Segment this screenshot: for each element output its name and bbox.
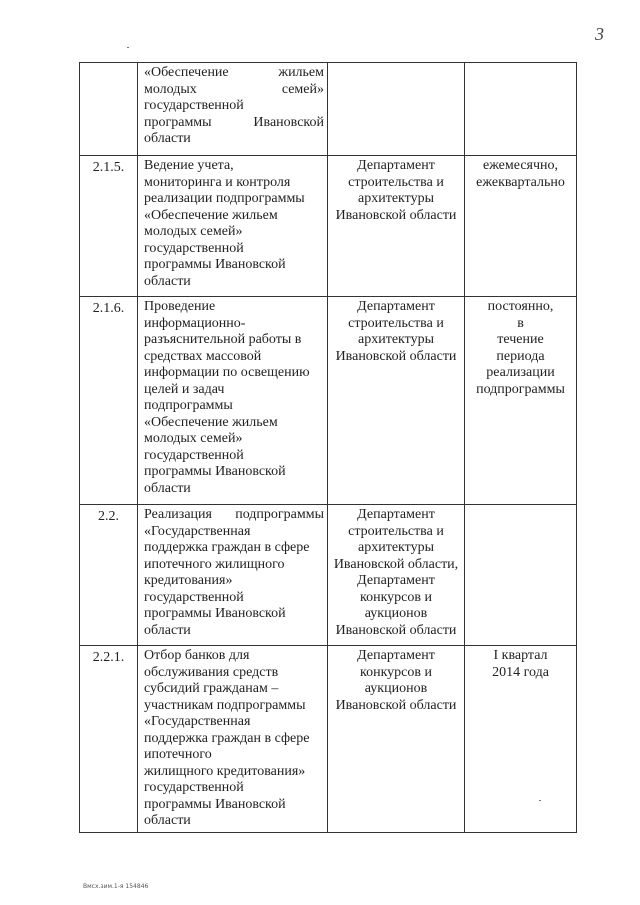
table-row: [80, 297, 577, 505]
cell-line: «Государственная: [144, 714, 251, 729]
cell-line: программы Ивановской: [144, 796, 286, 812]
cell-word: Реализация: [144, 507, 212, 522]
executor-cell: [328, 646, 465, 833]
cell-word: программы: [144, 114, 212, 130]
cell-line: [144, 507, 324, 524]
scan-speck: [127, 47, 129, 48]
table-row: [80, 505, 577, 646]
cell-line: средствах массовой: [144, 348, 262, 364]
cell-line: области: [144, 131, 191, 146]
cell-line: ипотечного жилищного: [144, 556, 285, 572]
cell-line: строительства и: [348, 315, 444, 331]
cell-line: «Обеспечение жильем: [144, 207, 278, 223]
cell-line: Департамент: [357, 573, 435, 588]
scan-speck: [539, 800, 541, 801]
cell-line: «Государственная: [144, 523, 251, 539]
cell-line: мониторинга и контроля: [144, 174, 291, 190]
cell-line: Ивановской области: [335, 207, 457, 223]
term-cell: [465, 505, 577, 646]
table-row: [80, 646, 577, 833]
cell-line: поддержка граждан в сфере: [144, 730, 310, 746]
cell-line: области: [144, 273, 191, 289]
cell-word: «Обеспечение: [144, 65, 229, 80]
cell-word: подпрограммы: [235, 507, 324, 522]
cell-line: Ивановской области,: [333, 556, 459, 572]
cell-line: в: [517, 315, 524, 331]
row-number-cell: 2.1.5.: [80, 156, 138, 297]
row-number-cell: 2.2.1.: [80, 646, 138, 833]
cell-line: подпрограммы: [476, 381, 565, 397]
cell-line: государственной: [144, 240, 244, 256]
cell-line: архитектуры: [358, 332, 434, 347]
cell-line: государственной: [144, 780, 244, 795]
cell-line: течение: [497, 332, 544, 347]
cell-line: Ивановской области: [335, 697, 457, 713]
description-cell: [138, 646, 328, 833]
cell-line: [144, 82, 324, 99]
description-cell: [138, 505, 328, 646]
term-cell: [465, 156, 577, 297]
cell-line: аукционов: [364, 681, 428, 696]
cell-line: Департамент: [357, 648, 435, 663]
cell-line: программы Ивановской: [144, 464, 286, 479]
cell-line: программы Ивановской: [144, 257, 286, 272]
cell-line: конкурсов и: [359, 589, 432, 605]
cell-line: участникам подпрограммы: [144, 697, 306, 713]
table-row: [80, 63, 577, 156]
cell-line: строительства и: [348, 523, 444, 539]
cell-line: молодых семей»: [144, 431, 243, 446]
cell-line: кредитования»: [144, 573, 233, 588]
cell-line: области: [144, 813, 191, 828]
cell-line: жилищного кредитования»: [144, 763, 306, 779]
description-cell: [138, 156, 328, 297]
cell-word: Ивановской: [253, 114, 324, 130]
table-row: [80, 156, 577, 297]
cell-line: постоянно,: [487, 299, 554, 314]
cell-line: ипотечного: [144, 747, 212, 762]
cell-line: архитектуры: [358, 540, 434, 555]
cell-line: Проведение: [144, 299, 216, 314]
row-number-cell: 2.1.6.: [80, 297, 138, 505]
cell-line: архитектуры: [358, 191, 434, 206]
cell-line: реализации: [486, 365, 555, 380]
cell-line: реализации подпрограммы: [144, 191, 305, 206]
cell-line: поддержка граждан в сфере: [144, 540, 310, 555]
cell-line: [144, 65, 324, 82]
cell-line: программы Ивановской: [144, 606, 286, 621]
executor-cell: [328, 63, 465, 156]
cell-line: информации по освещению: [144, 365, 310, 380]
cell-line: разъяснительной работы в: [144, 332, 302, 347]
cell-line: 2014 года: [492, 664, 549, 680]
cell-line: Отбор банков для: [144, 648, 250, 663]
footer-code: Вмсх.зим.1-я 154846: [83, 883, 149, 890]
description-cell: [138, 297, 328, 505]
row-number-cell: 2.2.: [80, 505, 138, 646]
term-cell: [465, 297, 577, 505]
cell-line: I квартал: [493, 648, 548, 663]
cell-line: Ивановской области: [335, 622, 457, 638]
row-number-cell: [80, 63, 138, 156]
term-cell: [465, 63, 577, 156]
cell-line: аукционов: [364, 606, 428, 621]
plan-table: [79, 62, 577, 833]
cell-line: государственной: [144, 589, 244, 605]
cell-line: Департамент: [357, 507, 435, 522]
cell-line: ежеквартально: [476, 174, 565, 190]
cell-line: молодых семей»: [144, 224, 243, 239]
cell-line: области: [144, 480, 191, 496]
cell-line: ежемесячно,: [482, 158, 559, 173]
cell-word: молодых: [144, 81, 197, 97]
description-cell: [138, 63, 328, 156]
cell-line: государственной: [144, 98, 244, 113]
cell-line: строительства и: [348, 174, 444, 190]
cell-word: жильем: [278, 65, 324, 80]
cell-line: информационно-: [144, 315, 246, 331]
cell-line: Ведение учета,: [144, 158, 234, 173]
page-number: 3: [595, 24, 604, 44]
cell-line: Департамент: [357, 158, 435, 173]
cell-line: государственной: [144, 447, 244, 463]
term-cell: [465, 646, 577, 833]
cell-line: области: [144, 622, 191, 638]
cell-line: субсидий гражданам –: [144, 681, 279, 696]
executor-cell: [328, 505, 465, 646]
cell-line: периода: [496, 348, 545, 364]
executor-cell: [328, 156, 465, 297]
executor-cell: [328, 297, 465, 505]
cell-line: конкурсов и: [359, 664, 432, 680]
cell-line: подпрограммы: [144, 398, 233, 413]
cell-line: Департамент: [357, 299, 435, 314]
cell-line: [144, 115, 324, 132]
cell-line: Ивановской области: [335, 348, 457, 364]
cell-line: обслуживания средств: [144, 664, 279, 680]
cell-line: «Обеспечение жильем: [144, 414, 278, 430]
cell-word: семей»: [281, 81, 324, 97]
cell-line: целей и задач: [144, 381, 225, 397]
